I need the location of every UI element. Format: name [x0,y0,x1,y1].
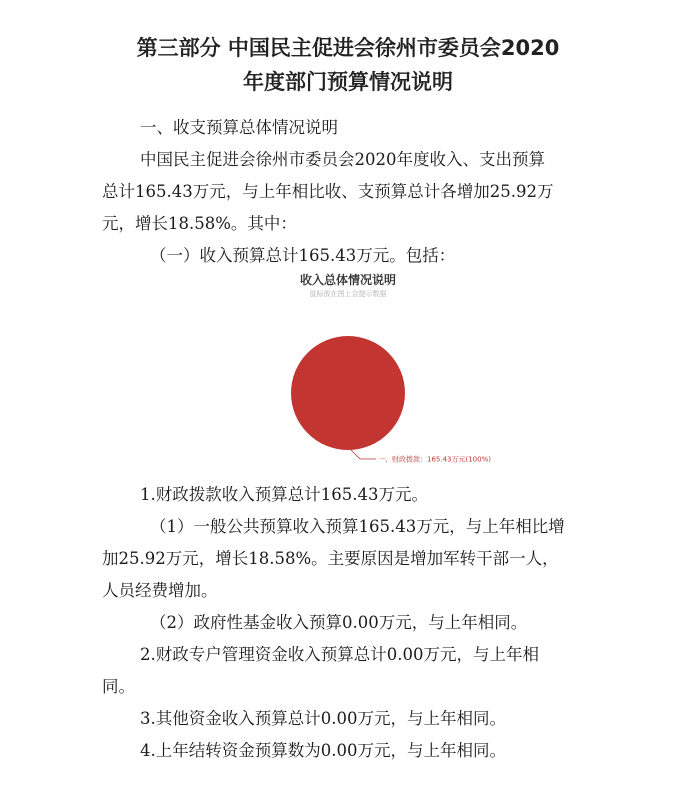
item1-1-line3: 人员经费增加。 [102,581,218,600]
item2-line1: 2.财政专户管理资金收入预算总计0.00万元，与上年相 [140,645,539,664]
pie-slice-0[interactable] [291,336,405,450]
item3: 3.其他资金收入预算总计0.00万元，与上年相同。 [140,709,506,728]
chart-title: 收入总体情况说明 [299,273,396,287]
para1-line2: 总计165.43万元，与上年相比收、支预算总计各增加25.92万 [102,182,554,201]
para1-line1: 中国民主促进会徐州市委员会2020年度收入、支出预算 [140,150,545,169]
para1-line3: 元，增长18.58%。其中： [102,214,297,233]
chart-subtitle: 鼠标放在图上会提示数据 [309,290,387,298]
item1-1-line1: （1）一般公共预算收入预算165.43万元，与上年相比增 [150,517,565,536]
pie-leader-line [350,449,376,459]
pie-slice-label: 一、财政拨款：165.43万元(100%) [378,455,491,464]
item4: 4.上年结转资金预算数为0.00万元，与上年相同。 [140,741,506,760]
section1-heading: 一、收支预算总体情况说明 [140,118,338,137]
item1: 1.财政拨款收入预算总计165.43万元。 [140,485,428,504]
item1-1-line2: 加25.92万元，增长18.58%。主要原因是增加军转干部一人， [102,549,559,568]
item2-line2: 同。 [102,677,135,696]
doc-title-line1: 第三部分 中国民主促进会徐州市委员会2020 [136,36,560,60]
doc-title-line2: 年度部门预算情况说明 [243,70,453,94]
item1-2: （2）政府性基金收入预算0.00万元，与上年相同。 [150,613,528,632]
income-heading: （一）收入预算总计165.43万元。包括： [150,246,456,265]
